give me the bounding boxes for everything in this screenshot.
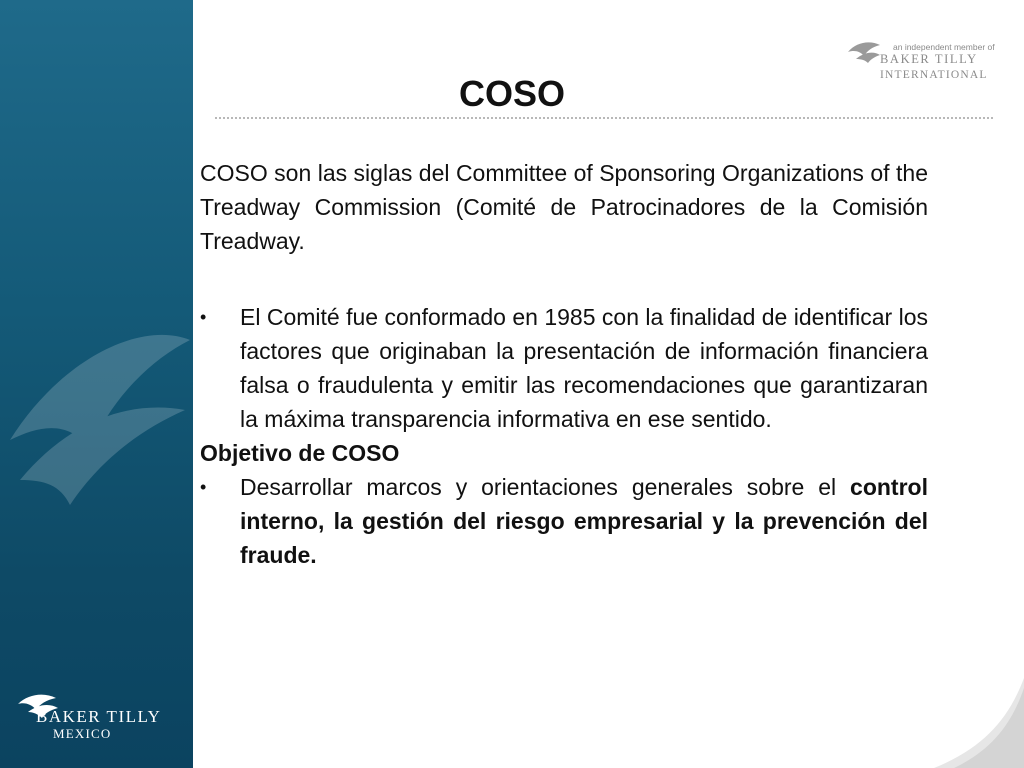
top-logo-sub: INTERNATIONAL bbox=[880, 69, 988, 81]
bullet-text-objective bbox=[240, 470, 928, 572]
top-logo-name: BAKER TILLY bbox=[880, 52, 978, 66]
bullet-icon: • bbox=[200, 477, 207, 497]
list-item bbox=[200, 470, 928, 572]
slide-title: COSO bbox=[459, 73, 566, 114]
sidebar-panel bbox=[0, 0, 193, 768]
bottom-logo-name: BAKER TILLY bbox=[36, 707, 162, 726]
slide-content bbox=[200, 156, 928, 572]
objective-bold-text: control interno, la gestión del riesgo empresarial y la prevención del fraude. bbox=[240, 474, 928, 568]
objective-heading: Objetivo de COSO bbox=[200, 440, 400, 466]
swoosh-watermark-icon bbox=[0, 300, 193, 520]
objective-plain-text: Desarrollar marcos y orientaciones generales sobre el bbox=[240, 474, 851, 500]
title-divider bbox=[215, 117, 993, 119]
top-logo-tagline: an independent member of bbox=[893, 42, 995, 52]
corner-curl-icon bbox=[914, 678, 1024, 768]
bullet-icon: • bbox=[200, 307, 207, 327]
bullet-text-committee: El Comité fue conformado en 1985 con la finalidad de identificar los factores que originaban la presentación de información financiera falsa o fraudulenta y emitir las recomendaciones que garantizaran la máxima transparencia informativa en ese sentido. bbox=[240, 304, 928, 432]
bottom-logo-sub: MEXICO bbox=[53, 726, 112, 741]
intro-paragraph: COSO son las siglas del Committee of Sponsoring Organizations of the Treadway Commission (Comité de Patrocinadores de la Comisión Treadway. bbox=[200, 160, 928, 254]
list-item bbox=[200, 300, 928, 436]
